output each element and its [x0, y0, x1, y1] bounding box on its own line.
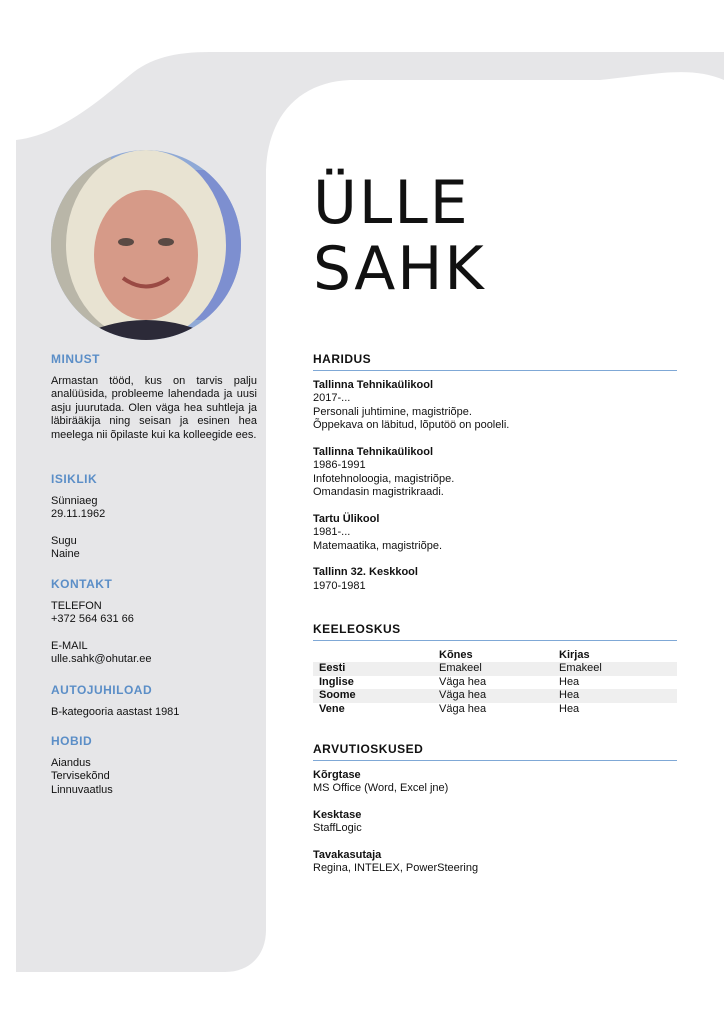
hobbies-heading: HOBID	[51, 734, 93, 748]
table-row	[313, 662, 677, 676]
school-name: Tallinna Tehnikaülikool	[313, 445, 433, 458]
col-written-header: Kirjas	[559, 648, 590, 661]
skill-entry	[313, 809, 677, 836]
school-years: 1986-1991	[313, 459, 366, 471]
education-entry	[313, 566, 677, 593]
profile-photo	[51, 150, 241, 340]
table-row	[313, 703, 677, 717]
about-text: Armastan tööd, kus on tarvis palju analüüsida, probleeme lahendada ja uusi asju juurutada. Olen väga hea suhtleja ja läbirääkija ning seisan ja esinen hea meelega nii õpilaste kui ka kolleegide ees.	[51, 374, 257, 441]
skill-entry	[313, 769, 677, 796]
last-name: SAHK	[313, 234, 486, 304]
language-spoken: Väga hea	[439, 702, 487, 715]
person-name	[313, 170, 486, 302]
languages-table	[313, 649, 677, 717]
skill-level: Tavakasutaja	[313, 848, 382, 861]
language-name: Vene	[319, 702, 345, 715]
col-spoken-header: Kõnes	[439, 648, 473, 661]
school-years: 2017-...	[313, 392, 351, 404]
skill-level: Kesktase	[313, 808, 362, 821]
phone-label: TELEFON	[51, 599, 102, 612]
skill-level: Kõrgtase	[313, 768, 361, 781]
language-written: Hea	[559, 702, 580, 715]
personal-section	[51, 473, 257, 562]
language-spoken: Väga hea	[439, 675, 487, 688]
birth-value: 29.11.1962	[51, 508, 106, 520]
languages-section	[313, 623, 677, 716]
school-years: 1970-1981	[313, 579, 366, 592]
hobby-item: Tervisekõnd	[51, 770, 110, 782]
school-name: Tartu Ülikool	[313, 512, 380, 525]
language-spoken: Emakeel	[439, 662, 559, 676]
about-section	[51, 353, 257, 442]
language-name: Soome	[313, 689, 439, 703]
education-section	[313, 353, 677, 606]
skill-entry	[313, 849, 677, 876]
skill-tools: StaffLogic	[313, 822, 362, 834]
computer-skills-section	[313, 743, 677, 889]
language-spoken: Väga hea	[439, 689, 559, 703]
language-written: Hea	[559, 675, 580, 688]
email-value: ulle.sahk@ohutar.ee	[51, 653, 152, 665]
contact-section	[51, 578, 257, 667]
school-detail: Matemaatika, magistriõpe.	[313, 539, 442, 552]
contact-heading: KONTAKT	[51, 577, 113, 591]
table-row	[313, 676, 677, 690]
language-name: Eesti	[313, 662, 439, 676]
language-written: Emakeel	[559, 662, 677, 676]
education-entry	[313, 379, 677, 433]
school-detail: Omandasin magistrikraadi.	[313, 486, 444, 498]
language-name: Inglise	[319, 675, 354, 688]
skill-tools: MS Office (Word, Excel jne)	[313, 782, 449, 794]
language-written: Hea	[559, 689, 677, 703]
school-name: Tallinna Tehnikaülikool	[313, 378, 433, 391]
driving-heading: AUTOJUHILOAD	[51, 683, 153, 697]
education-entry	[313, 513, 677, 554]
computer-skills-heading: ARVUTIOSKUSED	[313, 743, 677, 761]
school-name: Tallinn 32. Keskkool	[313, 566, 418, 578]
school-detail: Õppekava on läbitud, lõputöö on pooleli.	[313, 419, 510, 431]
phone-value: +372 564 631 66	[51, 613, 134, 625]
table-header-row	[313, 649, 677, 663]
driving-value: B-kategooria aastast 1981	[51, 705, 180, 718]
gender-value: Naine	[51, 548, 80, 560]
school-years: 1981-...	[313, 526, 351, 538]
hobbies-section	[51, 735, 257, 797]
skill-tools: Regina, INTELEX, PowerSteering	[313, 862, 479, 874]
email-label: E-MAIL	[51, 639, 88, 652]
school-detail: Infotehnoloogia, magistriõpe.	[313, 472, 455, 485]
personal-heading: ISIKLIK	[51, 472, 98, 486]
driving-section	[51, 684, 257, 719]
education-entry	[313, 446, 677, 500]
school-detail: Personali juhtimine, magistriõpe.	[313, 405, 472, 418]
gender-label: Sugu	[51, 534, 77, 547]
hobby-item: Aiandus	[51, 756, 91, 769]
hobby-item: Linnuvaatlus	[51, 783, 113, 796]
languages-heading: KEELEOSKUS	[313, 623, 677, 641]
birth-label: Sünniaeg	[51, 494, 98, 507]
education-heading: HARIDUS	[313, 353, 677, 371]
table-row	[313, 689, 677, 703]
about-heading: MINUST	[51, 352, 100, 366]
first-name: ÜLLE	[313, 168, 470, 238]
